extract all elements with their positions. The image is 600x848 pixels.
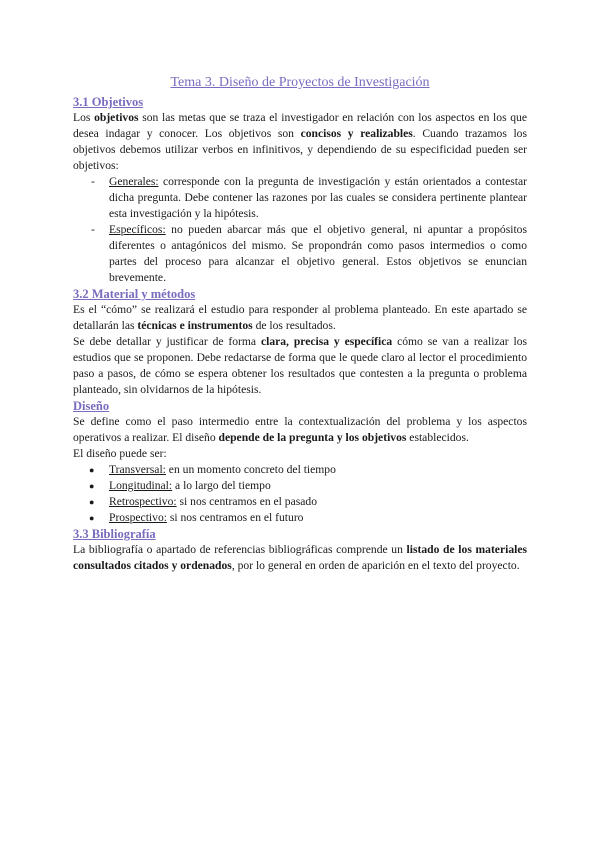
list-item-especificos — [109, 222, 527, 286]
text-run: son las metas que se traza el investigador en relación con los aspectos en los que desea indagar y conocer. Los objetivos son — [73, 111, 527, 140]
objetivos-list — [73, 174, 527, 286]
paragraph-material-1 — [73, 302, 527, 334]
text-run: Es el “cómo” se realizará el estudio para responder al problema planteado. En este apartado se detallarán las — [73, 303, 527, 332]
list-item-transversal — [109, 462, 527, 478]
text-run: La bibliografía o apartado de referencias bibliográficas comprende un — [73, 543, 407, 556]
text-run: establecidos. — [406, 431, 469, 444]
paragraph-diseno-2: El diseño puede ser: — [73, 447, 167, 460]
document-page — [73, 74, 527, 574]
list-item-text: no pueden abarcar más que el objetivo general, ni apuntar a propósitos diferentes o antagónicos del mismo. Se propondrán como pasos intermedios o como partes del proceso para alcanzar el objetivo general. Estos objetivos se enuncian brevemente. — [109, 223, 527, 284]
text-run: cómo se van a realizar los estudios que se proponen. Debe redactarse de forma que le quede claro al lector el procedimiento paso a pasos, de cómo se espera obtener los resultados que contesten a la pregunta o problema planteado, sin olvidarnos de la hipótesis. — [73, 335, 528, 396]
list-item-text: en un momento concreto del tiempo — [165, 463, 336, 476]
list-item-generales — [109, 174, 527, 222]
list-item-term: Específicos: — [109, 223, 166, 236]
bold-text: técnicas e instrumentos — [137, 319, 253, 332]
text-run: . Cuando trazamos los objetivos debemos utilizar verbos en infinitivos, y dependiendo de su especificidad pueden ser objetivos: — [73, 127, 527, 172]
bold-text: concisos y realizables — [300, 127, 413, 140]
section-heading-objetivos: 3.1 Objetivos — [73, 95, 144, 109]
list-item-term: Longitudinal: — [109, 479, 173, 492]
paragraph-diseno-1 — [73, 414, 527, 446]
bold-text: depende de la pregunta y los objetivos — [218, 431, 407, 444]
diseno-list — [73, 462, 527, 526]
list-item-text: si nos centramos en el pasado — [176, 495, 318, 508]
bold-text: clara, precisa y específica — [260, 335, 393, 348]
text-run: Se debe detallar y justificar de forma — [73, 335, 261, 348]
paragraph-bibliografia — [73, 542, 527, 574]
list-item-text: a lo largo del tiempo — [172, 479, 271, 492]
document-title: Tema 3. Diseño de Proyectos de Investigación — [170, 75, 430, 90]
section-heading-bibliografia: 3.3 Bibliografía — [73, 527, 156, 541]
bold-text: listado de los materiales consultados citados y ordenados — [73, 543, 527, 572]
paragraph-objetivos-intro — [73, 110, 527, 174]
text-run: Se define como el paso intermedio entre la contextualización del problema y los aspectos operativos a realizar. El diseño — [73, 415, 527, 444]
list-item-retrospectivo — [109, 494, 527, 510]
list-item-prospectivo — [109, 510, 527, 526]
list-item-text: corresponde con la pregunta de investigación y están orientados a contestar dicha pregunta. Debe contener las razones por las cuales se considera pertinente plantear esta investigación y la hipótesis. — [109, 175, 527, 220]
text-run: de los resultados. — [252, 319, 336, 332]
list-item-longitudinal — [109, 478, 527, 494]
bold-text: objetivos — [94, 111, 139, 124]
list-item-term: Prospectivo: — [109, 511, 167, 524]
section-heading-diseno: Diseño — [73, 399, 110, 413]
list-item-text: si nos centramos en el futuro — [166, 511, 304, 524]
paragraph-material-2 — [73, 334, 527, 398]
text-run: , por lo general en orden de aparición en el texto del proyecto. — [231, 559, 520, 572]
section-heading-material: 3.2 Material y métodos — [73, 287, 196, 301]
list-item-term: Generales: — [109, 175, 159, 188]
list-item-term: Transversal: — [109, 463, 166, 476]
list-item-term: Retrospectivo: — [109, 495, 177, 508]
text-run: Los — [73, 111, 95, 124]
